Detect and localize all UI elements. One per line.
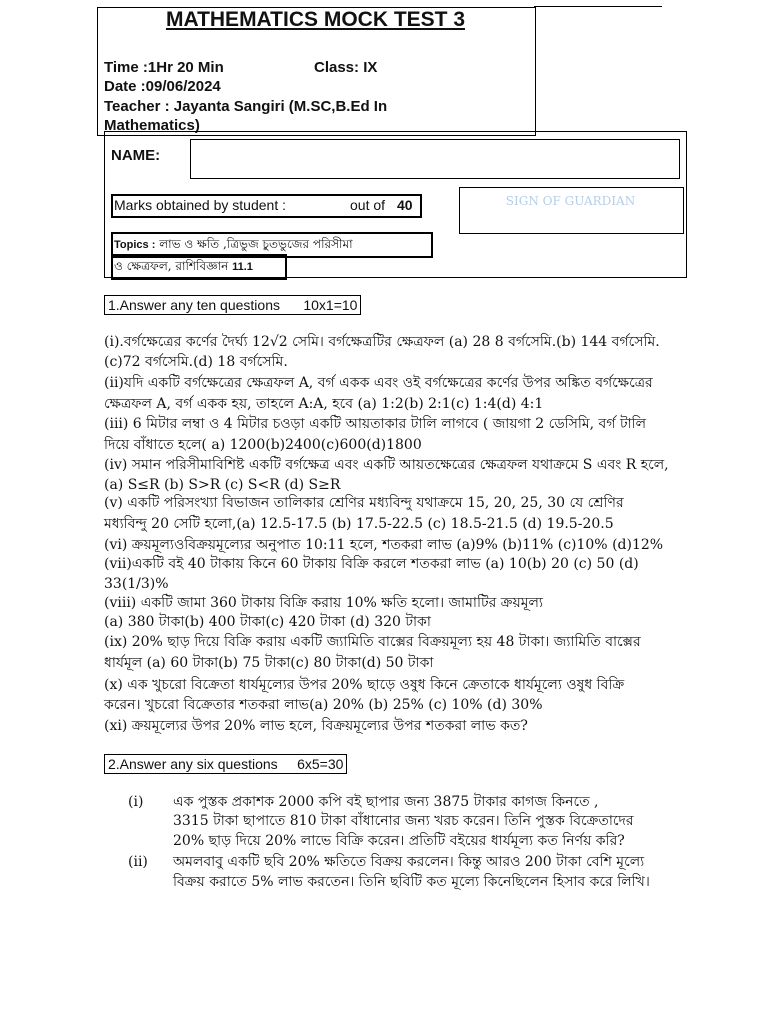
q1-line-15: (a) 380 টাকা(b) 400 টাকা(c) 420 টাকা (d) 320 টাকা xyxy=(104,614,431,630)
topics-ref: 11.1 xyxy=(232,261,253,273)
q1-line-7: (iv) সমান পরিসীমাবিশিষ্ট একটি বর্গক্ষেত্র এবং একটি আয়তক্ষেত্রের ক্ষেত্রফল যথাক্রমে S এবং R হলে, xyxy=(104,457,669,473)
section-1-heading xyxy=(104,295,361,315)
topics-line-1: লাভ ও ক্ষতি ,ত্রিভুজ চুতভুজের পরিসীমা xyxy=(159,237,353,251)
q2-item-1-line-1: এক পুস্তক প্রকাশক 2000 কপি বই ছাপার জন্য 3875 টাকার কাগজ কিনতে , xyxy=(173,794,599,810)
topics-text-2 xyxy=(114,258,253,278)
out-of-label: out of xyxy=(350,197,386,213)
teacher-line-1: Teacher : Jayanta Sangiri (M.SC,B.Ed In xyxy=(104,98,388,115)
q2-item-1-line-2: 3315 টাকা ছাপাতে 810 টাকা বাঁধানোর জন্য খরচ করেন। তিনি পুস্তক বিক্রেতাদের xyxy=(173,813,634,829)
q2-item-1-line-3: 20% ছাড় দিয়ে 20% লাভে বিক্রি করেন। প্রতিটি বইয়ের ধার্যমূল্য কত নির্ণয় করি? xyxy=(173,833,625,849)
q1-line-13: 33(1/3)% xyxy=(104,576,169,592)
name-label: NAME: xyxy=(111,147,161,164)
q1-line-6: দিয়ে বাঁধাতে হলে( a) 1200(b)2400(c)600(d)1800 xyxy=(104,437,422,453)
q1-line-4: ক্ষেত্রফল A, বর্গ একক হয়, তাহলে A:A, হবে (a) 1:2(b) 2:1(c) 1:4(d) 4:1 xyxy=(104,396,544,412)
topics-label: Topics : xyxy=(114,239,156,251)
q1-line-3: (ii)যদি একটি বর্গক্ষেত্রের ক্ষেত্রফল A, বর্গ একক এবং ওই বর্গক্ষেত্রের কর্ণের উপর অঙ্কিত বর্গক্ষেত্রের xyxy=(104,375,653,391)
topics-text-1 xyxy=(114,236,353,256)
section-2-marks: 6x5=30 xyxy=(297,756,344,772)
teacher-line-2: Mathematics) xyxy=(104,117,200,134)
q1-line-10: মধ্যবিন্দু 20 সেটি হলো,(a) 12.5-17.5 (b) 17.5-22.5 (c) 18.5-21.5 (d) 19.5-20.5 xyxy=(104,516,614,532)
marks-label: Marks obtained by student : xyxy=(114,197,286,213)
q1-line-16: (ix) 20% ছাড় দিয়ে বিক্রি করায় একটি জ্যামিতি বাক্সের বিক্রয়মূল্য হয় 48 টাকা। জ্যামিতি বাক্সের xyxy=(104,634,641,650)
guardian-sign-label: SIGN OF GUARDIAN xyxy=(505,194,636,208)
q1-line-12: (vii)একটি বই 40 টাকায় কিনে 60 টাকায় বিক্রি করলে শতকরা লাভ (a) 10(b) 20 (c) 50 (d) xyxy=(104,556,639,572)
q1-line-11: (vi) ক্রয়মূল্যওবিক্রয়মূল্যের অনুপাত 10:11 হলে, শতকরা লাভ (a)9% (b)11% (c)10% (d)12% xyxy=(104,537,664,553)
section-1-title: 1.Answer any ten questions xyxy=(108,297,280,313)
q1-line-17: ধার্যমূল (a) 60 টাকা(b) 75 টাকা(c) 80 টাকা(d) 50 টাকা xyxy=(104,655,434,671)
section-2-heading xyxy=(104,754,347,774)
q1-line-20: (xi) ক্রয়মূল্যের উপর 20% লাভ হলে, বিক্রয়মূল্যের উপর শতকরা লাভ কত? xyxy=(104,718,528,734)
q1-line-2: (c)72 বর্গসেমি.(d) 18 বর্গসেমি. xyxy=(104,354,288,370)
name-field[interactable] xyxy=(190,139,680,179)
q1-line-14: (viii) একটি জামা 360 টাকায় বিক্রি করায় 10% ক্ষতি হলো। জামাটির ক্রয়মূল্য xyxy=(104,595,543,611)
q2-item-2-line-1: অমলবাবু একটি ছবি 20% ক্ষতিতে বিক্রয় করলেন। কিন্তু আরও 200 টাকা বেশি মূল্যে xyxy=(173,854,645,870)
exam-time: Time :1Hr 20 Min xyxy=(104,59,224,76)
header-rule xyxy=(534,6,662,7)
q2-item-1-number: (i) xyxy=(128,794,144,810)
q2-item-2-number: (ii) xyxy=(128,854,148,870)
exam-class: Class: IX xyxy=(314,59,378,76)
section-2-title: 2.Answer any six questions xyxy=(108,756,278,772)
q1-line-1: (i).বর্গক্ষেত্রের কর্ণের দৈর্ঘ্য 12√2 সেমি। বর্গক্ষেত্রটির ক্ষেত্রফল (a) 28 8 বর্গসেমি.(b) 144 বর্গসেমি. xyxy=(104,334,660,350)
q1-line-19: করেন। খুচরো বিক্রেতার শতকরা লাভ(a) 20% (b) 25% (c) 10% (d) 30% xyxy=(104,697,543,713)
q2-item-2-line-2: বিক্রয় করাতে 5% লাভ করতেন। তিনি ছবিটি কত মূল্যে কিনেছিলেন হিসাব করে লিখি। xyxy=(173,874,650,890)
page-title: MATHEMATICS MOCK TEST 3 xyxy=(165,8,466,31)
exam-date: Date :09/06/2024 xyxy=(104,78,221,95)
q1-line-8: (a) S≤R (b) S>R (c) S<R (d) S≥R xyxy=(104,477,341,493)
q1-line-9: (v) একটি পরিসংখ্যা বিভাজন তালিকার শ্রেণির মধ্যবিন্দু যথাক্রমে 15, 20, 25, 30 যে শ্রেণির xyxy=(104,495,624,511)
topics-line-2: ও ক্ষেত্রফল, রাশিবিজ্ঞান xyxy=(114,259,229,273)
out-of-value: 40 xyxy=(397,197,413,213)
q1-line-5: (iii) 6 মিটার লম্বা ও 4 মিটার চওড়া একটি আয়তাকার টালি লাগবে ( জায়গা 2 ডেসিমি, বর্গ টালি xyxy=(104,416,647,432)
q1-line-18: (x) এক খুচরো বিক্রেতা ধার্যমূল্যের উপর 20% ছাড়ে ওষুধ কিনে ক্রেতাকে ধার্যমূল্যে ওষুধ বিক্রি xyxy=(104,677,625,693)
section-1-marks: 10x1=10 xyxy=(303,297,358,313)
